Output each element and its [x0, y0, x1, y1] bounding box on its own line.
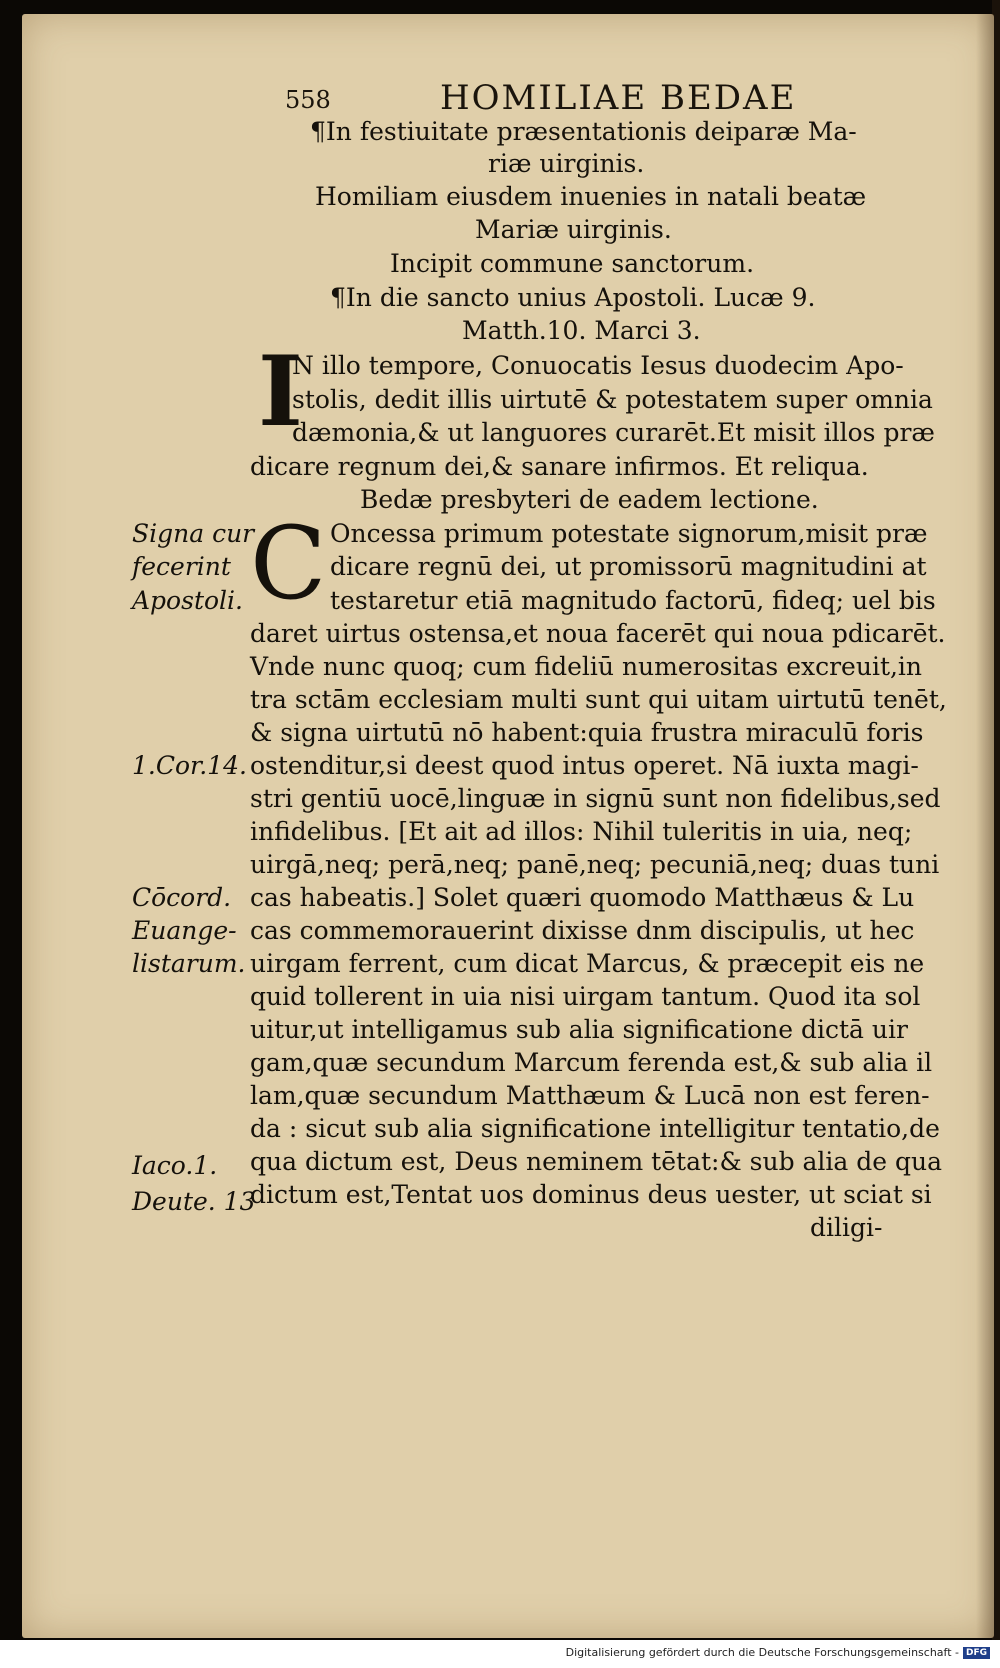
title-line: Homiliam eiusdem inuenies in natali beatæ: [315, 182, 867, 211]
title-line: ¶In die sancto unius Apostoli. Lucæ 9.: [330, 283, 816, 312]
margin-note: fecerint: [132, 552, 231, 581]
homily-line: uirgam ferrent, cum dicat Marcus, & præcepit eis ne: [250, 949, 925, 978]
homily-line: stri gentiū uocē,linguæ in signū sunt non fidelibus,sed: [250, 784, 941, 813]
title-line: Mariæ uirginis.: [475, 215, 672, 244]
margin-note: Apostoli.: [132, 586, 243, 615]
drop-initial-i: I: [258, 335, 303, 448]
homily-line: tra sctām ecclesiam multi sunt qui uitam uirtutū tenēt,: [250, 685, 947, 714]
homily-line: gam,quæ secundum Marcum ferenda est,& sub alia il: [250, 1048, 933, 1077]
homily-line: Vnde nunc quoq; cum fideliū numerositas excreuit,in: [250, 652, 923, 681]
section-subtitle: Bedæ presbyteri de eadem lectione.: [360, 485, 819, 514]
drop-initial-c: C: [250, 505, 327, 622]
margin-note: Cōcord.: [132, 883, 232, 912]
margin-note: Euange-: [132, 916, 237, 945]
homily-line: dicare regnū dei, ut promissorū magnitudini at: [330, 552, 927, 581]
margin-note: 1.Cor.14.: [132, 751, 247, 780]
homily-line: qua dictum est, Deus neminem tētat:& sub alia de qua: [250, 1147, 943, 1176]
homily-line: da : sicut sub alia significatione intelligitur tentatio,de: [250, 1114, 940, 1143]
homily-line: daret uirtus ostensa,et noua facerēt qui noua pdicarēt.: [250, 619, 946, 648]
running-head: HOMILIAE BEDAE: [440, 78, 797, 118]
title-line: Incipit commune sanctorum.: [390, 249, 755, 278]
catchword: diligi-: [810, 1213, 883, 1242]
homily-line: lam,quæ secundum Matthæum & Lucā non est feren-: [250, 1081, 930, 1110]
gospel-line: dicare regnum dei,& sanare infirmos. Et reliqua.: [250, 452, 869, 481]
homily-line: & signa uirtutū nō habent:quia frustra miraculū foris: [250, 718, 924, 747]
page-number: 558: [285, 86, 331, 114]
homily-line: uitur,ut intelligamus sub alia significatione dictā uir: [250, 1015, 908, 1044]
homily-line: ostenditur,si deest quod intus operet. Nā iuxta magi-: [250, 751, 919, 780]
homily-line: cas habeatis.] Solet quæri quomodo Matthæus & Lu: [250, 883, 915, 912]
homily-line: testaretur etiā magnitudo factorū, fideq; uel bis: [330, 586, 936, 615]
homily-line: cas commemorauerint dixisse dnm discipulis, ut hec: [250, 916, 915, 945]
footer-text: Digitalisierung gefördert durch die Deutsche Forschungsgemeinschaft -: [565, 1646, 959, 1659]
title-line: ¶In festiuitate præsentationis deiparæ Ma-: [310, 117, 857, 146]
gospel-line: stolis, dedit illis uirtutē & potestatem super omnia: [292, 385, 933, 414]
digitization-footer: [0, 1646, 990, 1664]
title-line: Matth.10. Marci 3.: [462, 316, 701, 345]
margin-note: Iaco.1.: [132, 1151, 218, 1180]
gospel-line: N illo tempore, Conuocatis Iesus duodecim Apo-: [292, 351, 904, 380]
margin-note: Signa cur: [132, 519, 255, 548]
gospel-line: dæmonia,& ut languores curarēt.Et misit illos præ: [292, 418, 935, 447]
homily-line: Oncessa primum potestate signorum,misit præ: [330, 519, 928, 548]
homily-line: quid tollerent in uia nisi uirgam tantum. Quod ita sol: [250, 982, 921, 1011]
homily-line: infidelibus. [Et ait ad illos: Nihil tuleritis in uia, neq;: [250, 817, 913, 846]
margin-note: Deute. 13: [132, 1187, 256, 1216]
homily-line: uirgā,neq; perā,neq; panē,neq; pecuniā,neq; duas tuni: [250, 850, 940, 879]
margin-note: listarum.: [132, 949, 246, 978]
title-line: riæ uirginis.: [488, 149, 645, 178]
homily-line: dictum est,Tentat uos dominus deus uester, ut sciat si: [250, 1180, 932, 1209]
dfg-logo: DFG: [963, 1647, 990, 1659]
